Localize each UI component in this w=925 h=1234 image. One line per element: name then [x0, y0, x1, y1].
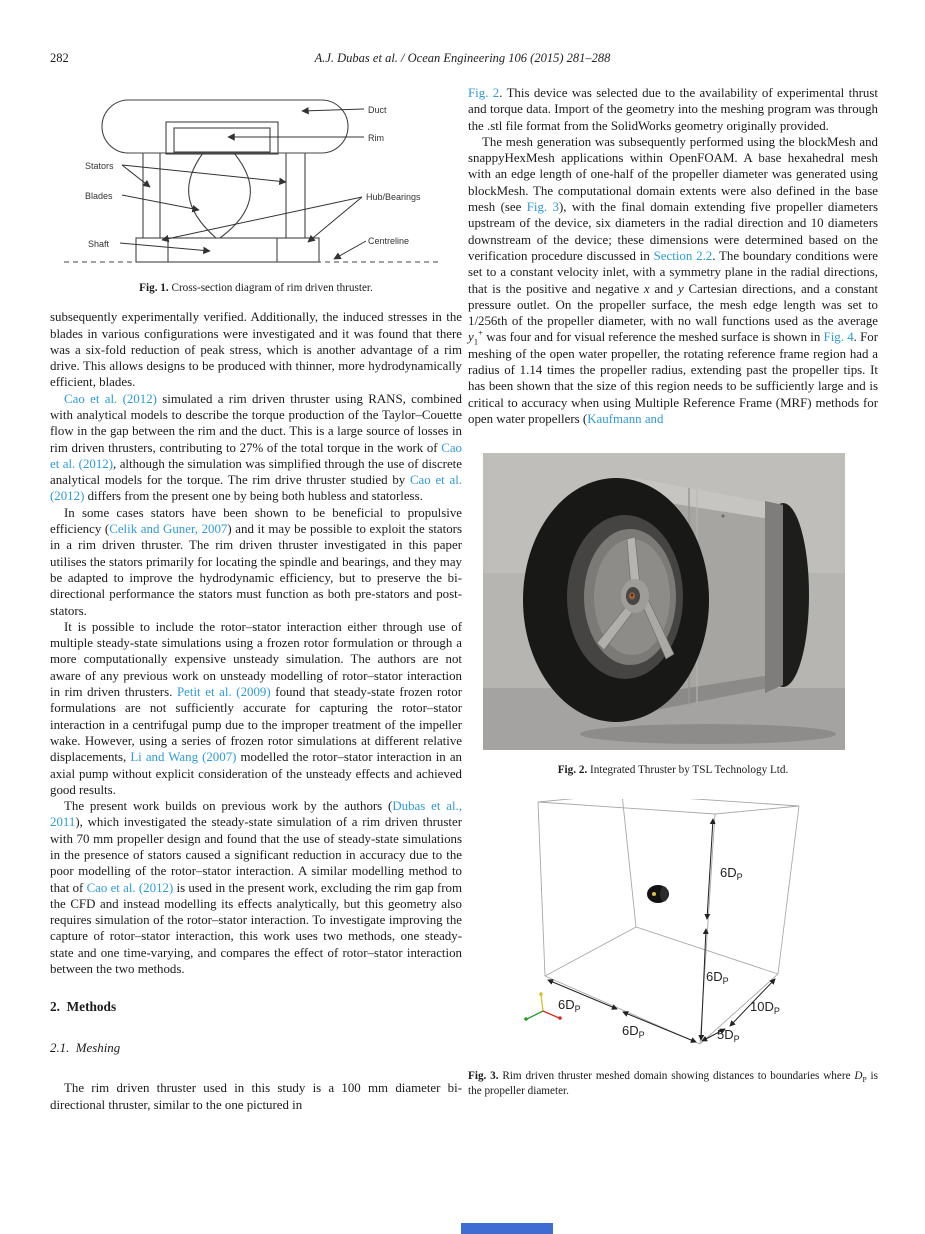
- figure2-thruster-photo: [483, 453, 845, 750]
- text-run: ), which investigated the steady-state simulation of a rim driven thruster with 70 mm propeller design and found that the use of steady-state simulations in the presence of stators caused a significant reduction in accuracy due to the poor modelling of the rotor–stator interaction. A similar modelling method to that of: [50, 815, 462, 895]
- figure-3: [468, 799, 878, 1097]
- paragraph: [50, 1080, 462, 1113]
- text-run: It is possible to include the rotor–stator interaction either through use of multiple steady-state simulations using a frozen rotor formulation or through a more computationally expensive unsteady simulation. The authors are not aware of any previous work on unsteady modelling of rotor–stator interaction in rim driven thrusters.: [50, 619, 462, 700]
- paragraph: [468, 134, 878, 427]
- text-run: x: [643, 281, 650, 296]
- text-run: ) and it may be possible to exploit the stators in a rim driven thruster. The rim driven thruster investigated in this paper utilises the stators primarily for locating the spindle and bearings, and they may be adapted to improve the hydrodynamic efficiency, but to preserve the bi-directional performance the stators must function as both pre-stators and post-stators.: [50, 522, 462, 618]
- fig1-label-rim: Rim: [368, 133, 384, 143]
- fig3-dim-label: $6D_P$: [622, 1023, 645, 1041]
- paragraph: [50, 309, 462, 390]
- text-run: . This device was selected due to the availability of experimental thrust and torque data. Import of the geometry into the meshing program was through the .stl file format from the SolidWorks geometry originally provided.: [468, 86, 878, 133]
- fig3-dim-label: $6D_P$: [558, 997, 581, 1015]
- fig1-label-duct: Duct: [368, 105, 387, 115]
- text-run: differs from the present one by being both hubless and statorless.: [84, 489, 423, 504]
- text-run: y: [677, 281, 684, 296]
- figure-1: [50, 90, 462, 295]
- text-run: is the propeller diameter.: [468, 1070, 878, 1097]
- bottom-blue-bar: [461, 1223, 553, 1234]
- text-run: Fig. 2.: [557, 764, 588, 777]
- figure-2: [468, 453, 878, 777]
- citation-link[interactable]: Cao et al. (2012): [50, 473, 462, 504]
- subsection-heading: 2.1. Meshing: [50, 1041, 121, 1056]
- text-run: 1: [473, 337, 479, 348]
- citation-link[interactable]: Cao et al. (2012): [86, 880, 174, 895]
- figure1-cross-section-diagram: [50, 90, 450, 268]
- text-run: +: [478, 328, 484, 339]
- paragraph: [50, 798, 462, 977]
- citation-link[interactable]: Cao et al. (2012): [64, 391, 157, 406]
- section-heading: 2. Methods: [50, 999, 117, 1015]
- text-run: Fig. 3.: [468, 1070, 499, 1083]
- paragraph: [468, 85, 878, 134]
- figure2-caption: [468, 763, 878, 777]
- citation-link[interactable]: Dubas et al., 2011: [50, 799, 462, 830]
- text-run: ), with the final domain extending five propeller diameters upstream of the device, six diameters in the radial direction and 10 diameters downstream of the device; these dimensions were determined based on the verification procedure discussed in: [468, 200, 878, 263]
- text-run: . The boundary conditions were set to a constant velocity inlet, with a symmetry plane in the radial directions, that is the positive and negative: [468, 248, 878, 296]
- text-run: was four and for visual reference the meshed surface is shown in: [483, 330, 824, 345]
- right-column: [468, 85, 878, 1098]
- text-run: subsequently experimentally verified. Additionally, the induced stresses in the blades in various configurations were investigated and it was found that there was a six-fold reduction of peak stress, which is another advantage of a rim drive. This allows designs to be produced with thinner, more hydrodynamically efficient, blades.: [50, 310, 462, 390]
- text-run: In some cases stators have been shown to be beneficial to propulsive efficiency (: [50, 505, 462, 537]
- running-title: A.J. Dubas et al. / Ocean Engineering 106 (2015) 281–288: [314, 51, 611, 65]
- text-run: Cross-section diagram of rim driven thruster.: [168, 282, 373, 294]
- citation-link[interactable]: Celik and Guner, 2007: [109, 522, 228, 537]
- text-run: y: [468, 330, 474, 345]
- figure3-domain-diagram: [468, 799, 876, 1057]
- fig3-dim-label: $5D_P$: [717, 1027, 740, 1045]
- paragraph: [50, 505, 462, 619]
- text-run: Cartesian directions, and a constant pressure outlet. On the propeller surface, the mesh edge length was set to 1/256th of the propeller diameter, with no wall functions used as the average: [468, 281, 879, 329]
- citation-link[interactable]: Section 2.2: [653, 248, 713, 263]
- fig3-dim-label: $6D_P$: [720, 865, 743, 883]
- fig1-label-hub: Hub/Bearings: [366, 192, 421, 202]
- text-run: and: [649, 281, 678, 296]
- text-run: D: [854, 1070, 863, 1083]
- text-run: . For meshing of the open water propeller, the rotating reference frame region had a radius of 1.14 times the propeller radius, extending past the propeller tips. It has been shown that the size of this region needs to be sufficiently large and is critical to accuracy when using Multiple Reference Frame (MRF) methods for open water propellers (: [468, 330, 878, 426]
- fig1-label-blades: Blades: [85, 191, 113, 201]
- text-run: P: [862, 1075, 867, 1085]
- text-run: found that steady-state frozen rotor formulations are not sufficiently accurate for capturing the rotor–stator interaction in a centrifugal pump due to the improper treatment of the impeller wake. However, using a series of frozen rotor simulations at different relative displacements,: [50, 685, 463, 765]
- citation-link[interactable]: Cao et al. (2012): [50, 440, 462, 471]
- fig1-label-shaft: Shaft: [88, 239, 110, 249]
- citation-link[interactable]: Fig. 3: [526, 200, 559, 215]
- citation-link[interactable]: Kaufmann and: [587, 411, 664, 426]
- figure1-caption: [50, 281, 462, 295]
- fig3-dim-label: $10D_P$: [750, 999, 780, 1017]
- citation-link[interactable]: Petit et al. (2009): [176, 685, 271, 700]
- paragraph: [50, 619, 462, 798]
- fig1-label-stators: Stators: [85, 161, 114, 171]
- left-column: [50, 88, 462, 1113]
- text-run: Fig. 1.: [139, 282, 169, 294]
- text-run: The mesh generation was subsequently performed using the blockMesh and snappyHexMesh applications within OpenFOAM. A base hexahedral mesh with an edge length of one-half of the propeller diameter was generated using blockMesh. The computational domain extents were also defined in the base mesh (see: [468, 134, 878, 215]
- page-number: 282: [50, 51, 69, 65]
- fig3-dim-label: $6D_P$: [706, 969, 729, 987]
- citation-link[interactable]: Li and Wang (2007): [130, 750, 237, 765]
- fig1-label-centreline: Centreline: [368, 236, 410, 246]
- paragraph: [50, 391, 462, 505]
- text-run: Integrated Thruster by TSL Technology Ltd.: [587, 764, 789, 777]
- text-run: Rim driven thruster meshed domain showing distances to boundaries where: [498, 1070, 855, 1083]
- citation-link[interactable]: Fig. 4: [823, 330, 854, 345]
- text-run: is used in the present work, excluding the rim gap from the CFD and instead modelling its effects analytically, but this geometry also requires simulation of the rotor–stator interaction. To investigate improving the capture of rotor–stator interaction, this work uses two methods, one steady-state and one time-varying, and compares the effect of rotor–stator interaction between the two methods.: [50, 880, 462, 977]
- text-run: , although the simulation was simplified through the use of discrete analytical models for the torque. The rim drive thruster studied by: [50, 456, 462, 488]
- text-run: The rim driven thruster used in this study is a 100 mm diameter bi-directional thruster, similar to the one pictured in: [50, 1081, 462, 1112]
- citation-link[interactable]: Fig. 2: [468, 86, 500, 100]
- text-run: simulated a rim driven thruster using RANS, combined with analytical models to describe the torque production of the Taylor–Couette flow in the gap between the rim and the duct. This is a large source of losses in rim driven thrusters, contributing to 27% of the total torque in the work of: [50, 391, 462, 455]
- text-run: The present work builds on previous work by the authors (: [64, 799, 393, 814]
- figure3-caption: [468, 1069, 878, 1097]
- text-run: modelled the rotor–stator interaction in an axial pump without explicit consideration of the unsteady effects and achieved good results.: [50, 750, 462, 797]
